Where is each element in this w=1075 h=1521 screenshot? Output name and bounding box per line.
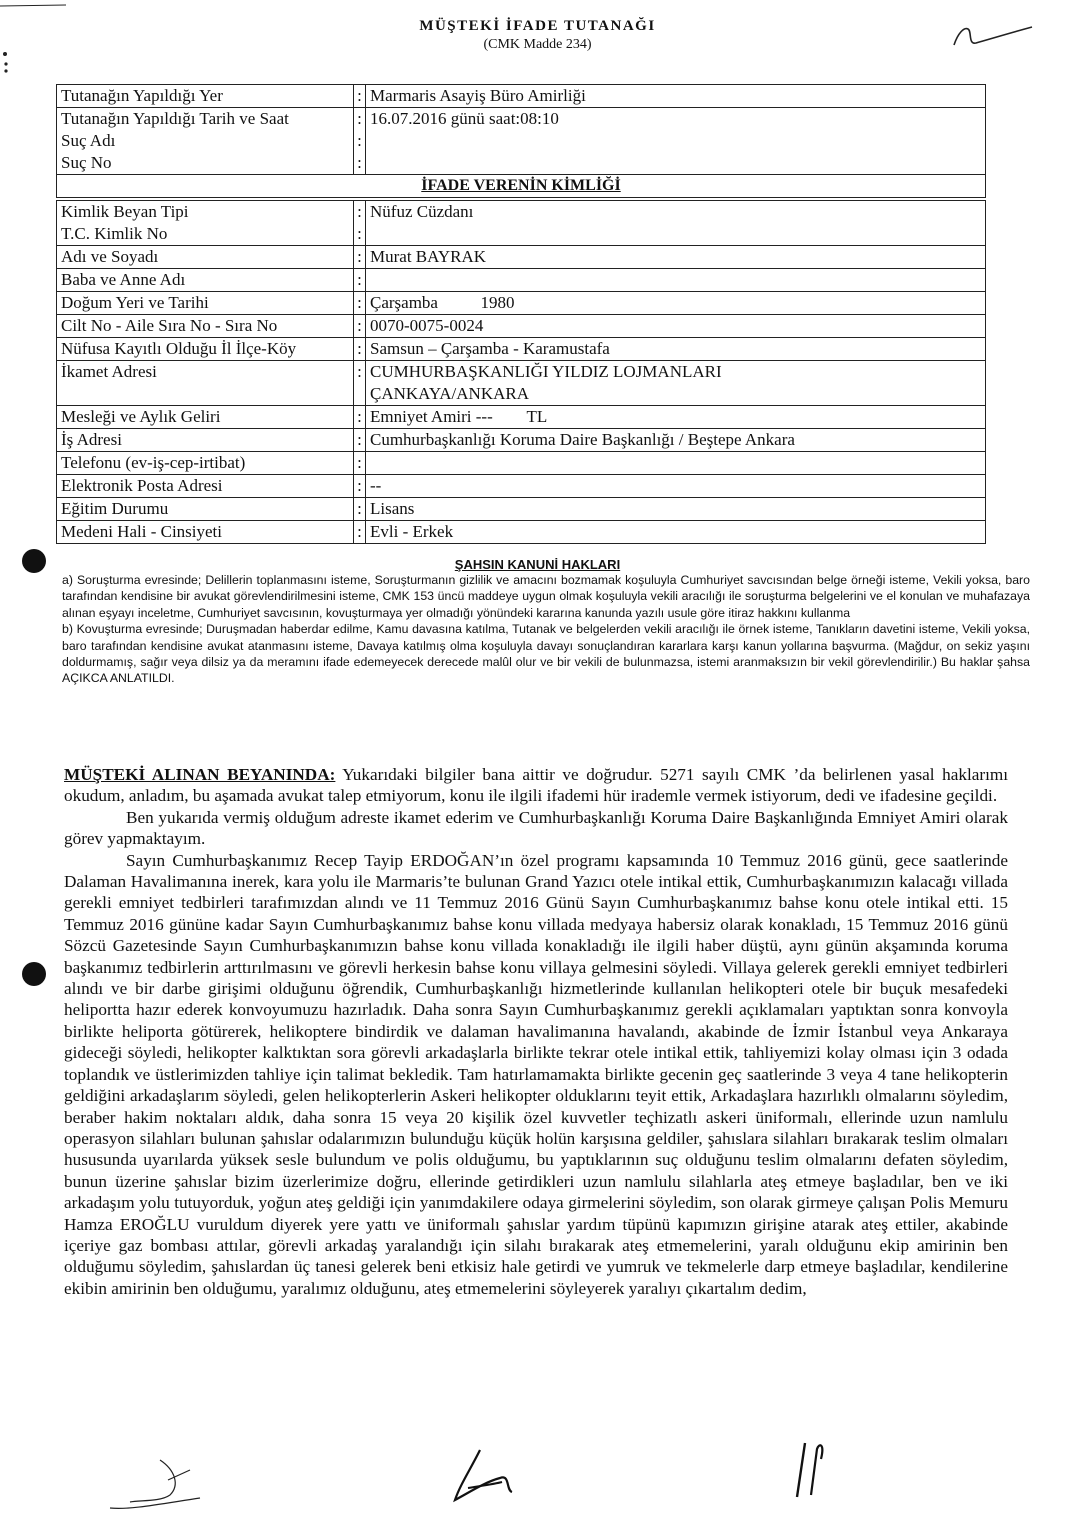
- form-row: [57, 361, 986, 406]
- rights-paragraph-b: b) Kovuşturma evresinde; Duruşmadan haberdar edilme, Kamu davasına katılma, Tutanak ve belgelerden vekili aracılığı ile örnek isteme, Tanıkların davetini isteme, Vekili yoksa, baro tarafından kendisine avukat atanmasını isteme, Davaya katılmış olma koşuluyla davayı sonuçlandıran kararlara karşı kanun yollarına başvurma. (Mağdur, on sekiz yaşını doldurmamış, sağır veya dilsiz ya da meramını ifade edemeyecek derecede malûl olur ve bir vekili de bulunmazsa, istemi aranmaksızın bir vekil görevlendirilir.) Bu haklar şahsa AÇIKCA ANLATILDI.: [62, 622, 1030, 686]
- field-value: [366, 269, 986, 292]
- field-value: [366, 452, 986, 475]
- field-label: Suç Adı: [57, 130, 354, 152]
- field-label: Suç No: [57, 152, 354, 175]
- field-label: Elektronik Posta Adresi: [57, 475, 354, 498]
- field-label: Nüfusa Kayıtlı Olduğu İl İlçe-Köy: [57, 338, 354, 361]
- form-row: [57, 201, 986, 224]
- field-label: Adı ve Soyadı: [57, 246, 354, 269]
- field-label: Doğum Yeri ve Tarihi: [57, 292, 354, 315]
- identity-section-title: İFADE VERENİN KİMLİĞİ: [57, 175, 986, 198]
- field-colon: :: [354, 406, 366, 429]
- field-label: İş Adresi: [57, 429, 354, 452]
- field-label: Cilt No - Aile Sıra No - Sıra No: [57, 315, 354, 338]
- field-value: 16.07.2016 günü saat:08:10: [366, 108, 986, 131]
- form-row: [57, 406, 986, 429]
- field-label: Tutanağın Yapıldığı Tarih ve Saat: [57, 108, 354, 131]
- field-label: Baba ve Anne Adı: [57, 269, 354, 292]
- form-row: [57, 498, 986, 521]
- address-line-2: ÇANKAYA/ANKARA: [370, 384, 530, 403]
- form-row: [57, 521, 986, 544]
- field-colon: :: [354, 130, 366, 152]
- field-value: Marmaris Asayiş Büro Amirliği: [366, 85, 986, 108]
- section-row: [57, 175, 986, 198]
- statement-paragraph: Ben yukarıda vermiş olduğum adreste ikamet ederim ve Cumhurbaşkanlığı Koruma Daire Başkanlığında Emniyet Amiri olarak görev yapmaktayım.: [64, 807, 1008, 849]
- form-row: [57, 246, 986, 269]
- legal-rights-text: [62, 572, 1030, 687]
- statement-paragraph: [64, 764, 1008, 807]
- field-label: Medeni Hali - Cinsiyeti: [57, 521, 354, 544]
- signature-middle: [440, 1440, 530, 1510]
- scan-line-mark: [0, 0, 70, 12]
- field-value: Nüfuz Cüzdanı: [366, 201, 986, 246]
- incident-info-table: [56, 84, 986, 198]
- field-value: Emniyet Amiri --- TL: [366, 406, 986, 429]
- field-colon: :: [354, 152, 366, 175]
- form-row: [57, 108, 986, 131]
- field-value: [366, 152, 986, 175]
- rights-paragraph-a: a) Soruşturma evresinde; Delillerin toplanmasını isteme, Soruşturmanın gizlilik ve amacını bozmamak koşuluyla Cumhuriyet savcısından belge örneği isteme, Vekili yoksa, baro tarafından kendisine bir avukat görevlendirilmesini isteme, CMK 153 üncü maddeye uygun olmak koşuluyla vekili aracılığı ile soruşturma belgelerini ve el konulan ve muhafazaya alınan eşyayı inceletme, Cumhuriyet savcısının, kovuşturmaya yer olmadığı yönündeki kararına kanunda yazılı usule göre itiraz hakkını kullanma: [62, 573, 1030, 620]
- field-value: Cumhurbaşkanlığı Koruma Daire Başkanlığı / Beştepe Ankara: [366, 429, 986, 452]
- identity-table: [56, 200, 986, 544]
- field-value: Çarşamba 1980: [366, 292, 986, 315]
- address-line-1: CUMHURBAŞKANLIĞI YILDIZ LOJMANLARI: [370, 362, 722, 381]
- field-label: Tutanağın Yapıldığı Yer: [57, 85, 354, 108]
- field-colon: :: [354, 292, 366, 315]
- field-value: Samsun – Çarşamba - Karamustafa: [366, 338, 986, 361]
- form-row: [57, 338, 986, 361]
- form-row: [57, 130, 986, 152]
- field-colon: :: [354, 269, 366, 292]
- statement-paragraph: Sayın Cumhurbaşkanımız Recep Tayip ERDOĞAN’ın özel programı kapsamında 10 Temmuz 2016 günü, gece saatlerinde Dalaman Havalimanına inerek, kara yolu ile Marmaris’te bulunan Grand Yazıcı otele intikal ettik, Cumhurbaşkanımızın kalacağı villada gerekli emniyet tedbirleri tarafımızdan alındı ve 11 Temmuz 2016 Günü Sayın Cumhurbaşkanımız bahse konu otele intikal etti. 15 Temmuz 2016 gününe kadar Sayın Cumhurbaşkanımız bahse konu villada medyaya habersiz olarak konakladı, 15 Temmuz 2016 günü Sözcü Gazetesinde Sayın Cumhurbaşkanımızın bahse konu villada konakladığı ile ilgili haber düştü, aynı günün akşamında koruma başkanımız tedbirlerin arttırılmasını ve görevli herkesin bahse konu villaya gelmesini söyledi. Villaya gelerek gerekli emniyet tedbirleri alındı ve bir darbe girişimi olduğunu öğrendik, Cumhurbaşkanlığı hizmetlerinde kullanılan helikopteri otele bir buçuk mesafedeki heliportta hazır ederek konvoyumuzu hazırladık. Daha sonra Sayın Cumhurbaşkanımız gerekli açıklamaları yaptıktan sonra konvoyla birlikte heliporta götürerek, helikoptere bindirdik ve dalaman havalimanına havalandı, akabinde de İzmir İstanbul veya Ankaraya gideceği söyledi, helikopter kalktıktan sora görevli arkadaşlarla birlikte tekrar otele intikal ettik, tahliyemizi kolay olması için 3 odada toplandık ve üstlerimizden tahliye için talimat bekledik. Tam hatırlamamakta birlikte gecenin geç saatlerinde 3 veya 4 tane helikopterin geldiğini arkadaşlarım söyledi, gelen helikopterlerin Askeri helikopter olduklarını teyit ettik, Arkadaşlara hazırlıklı olmalarını söyledim, beraber hakim noktaları aldık, daha sonra 15 veya 20 kişilik özel kuvvetler teçhizatlı askeri üniformalı, ellerinde uzun namlulu operasyon silahları bulunan şahıslar odalarımızın bulunduğu küçük holün karşısına geldiler, şahıslara silahları bırakarak teslim olmaları hususunda uyarılarda yüksek sesle bulundum ve polis olduğumu, bu yaptıklarının suç olduğunu teslim olmalarını defaten söyledim, bunun üzerine şahıslar bizim üzerlerimize doğru, ellerinde getirdikleri uzun namlulu silahlarla ateş etmeye başladılar, ben ve iki arkadaşım yolu tutuyorduk, yoğun ateş geldiği için yanımdakilere odaya girmelerini söyledim, son olarak girmeye çalışan Polis Memuru Hamza EROĞLU vuruldum diyerek yere yattı ve üniformalı şahıslar yardım tüpünü kapımızın girişine atarak ateş ettiler, akabinde içeriye gaz bombası attılar, görevli arkadaş yaralandığı için silahı bırakarak ateş etmemelerini, yaralı olduğunu ekip amirinin ben olduğumu söyledim, şahıslardan üç tanesi gelerek beni etkisiz hale getirdi ve yumruk ve tekmelerle darp etmeye başladılar, kendilerine ekibin amirinin ben olduğumu, yaralımız olduğunu, ateş etmemelerini söyleyerek yaralıyı çıkartalım dedim,: [64, 850, 1008, 1298]
- form-row: [57, 292, 986, 315]
- form-row: [57, 452, 986, 475]
- field-value: Evli - Erkek: [366, 521, 986, 544]
- statement-body: [64, 764, 1008, 1299]
- field-colon: :: [354, 475, 366, 498]
- field-value: [366, 361, 986, 406]
- field-value: --: [366, 475, 986, 498]
- field-label: Mesleği ve Aylık Geliri: [57, 406, 354, 429]
- statement-intro: Yukarıdaki bilgiler bana aittir ve doğrudur. 5271 sayılı CMK ’da belirlenen yasal haklarımı okudum, anladım, bu aşamada avukat talep etmiyorum, konu ile ilgili ifademi hür irademle vermek istiyorum, dedi ve ifadesine geçildi.: [64, 765, 1008, 806]
- field-colon: :: [354, 315, 366, 338]
- form-row: [57, 429, 986, 452]
- field-value: Murat BAYRAK: [366, 246, 986, 269]
- form-row: [57, 85, 986, 108]
- field-colon: :: [354, 338, 366, 361]
- field-colon: :: [354, 246, 366, 269]
- field-colon: :: [354, 85, 366, 108]
- statement-lead: MÜŞTEKİ ALINAN BEYANINDA:: [64, 765, 336, 784]
- field-colon: :: [354, 201, 366, 224]
- field-colon: :: [354, 452, 366, 475]
- field-colon: :: [354, 108, 366, 131]
- field-colon: :: [354, 223, 366, 246]
- field-colon: :: [354, 498, 366, 521]
- document-title: MÜŞTEKİ İFADE TUTANAĞI: [419, 18, 656, 34]
- signature-left: [100, 1440, 210, 1515]
- field-colon: :: [354, 361, 366, 406]
- form-row: [57, 269, 986, 292]
- field-value: Lisans: [366, 498, 986, 521]
- punch-hole-bottom: [22, 962, 46, 986]
- field-colon: :: [354, 429, 366, 452]
- initials-signature: [950, 15, 1040, 55]
- field-value: 0070-0075-0024: [366, 315, 986, 338]
- field-label: Telefonu (ev-iş-cep-irtibat): [57, 452, 354, 475]
- form-row: [57, 315, 986, 338]
- form-row: [57, 475, 986, 498]
- legal-rights-title: ŞAHSIN KANUNİ HAKLARI: [454, 557, 621, 572]
- signature-right: [775, 1435, 845, 1505]
- field-value: [366, 130, 986, 152]
- field-colon: :: [354, 521, 366, 544]
- form-row: [57, 152, 986, 175]
- field-label: İkamet Adresi: [57, 361, 354, 406]
- field-label: Kimlik Beyan Tipi: [57, 201, 354, 224]
- document-subtitle: (CMK Madde 234): [483, 37, 592, 52]
- document-header: [0, 18, 1075, 53]
- field-label: T.C. Kimlik No: [57, 223, 354, 246]
- field-label: Eğitim Durumu: [57, 498, 354, 521]
